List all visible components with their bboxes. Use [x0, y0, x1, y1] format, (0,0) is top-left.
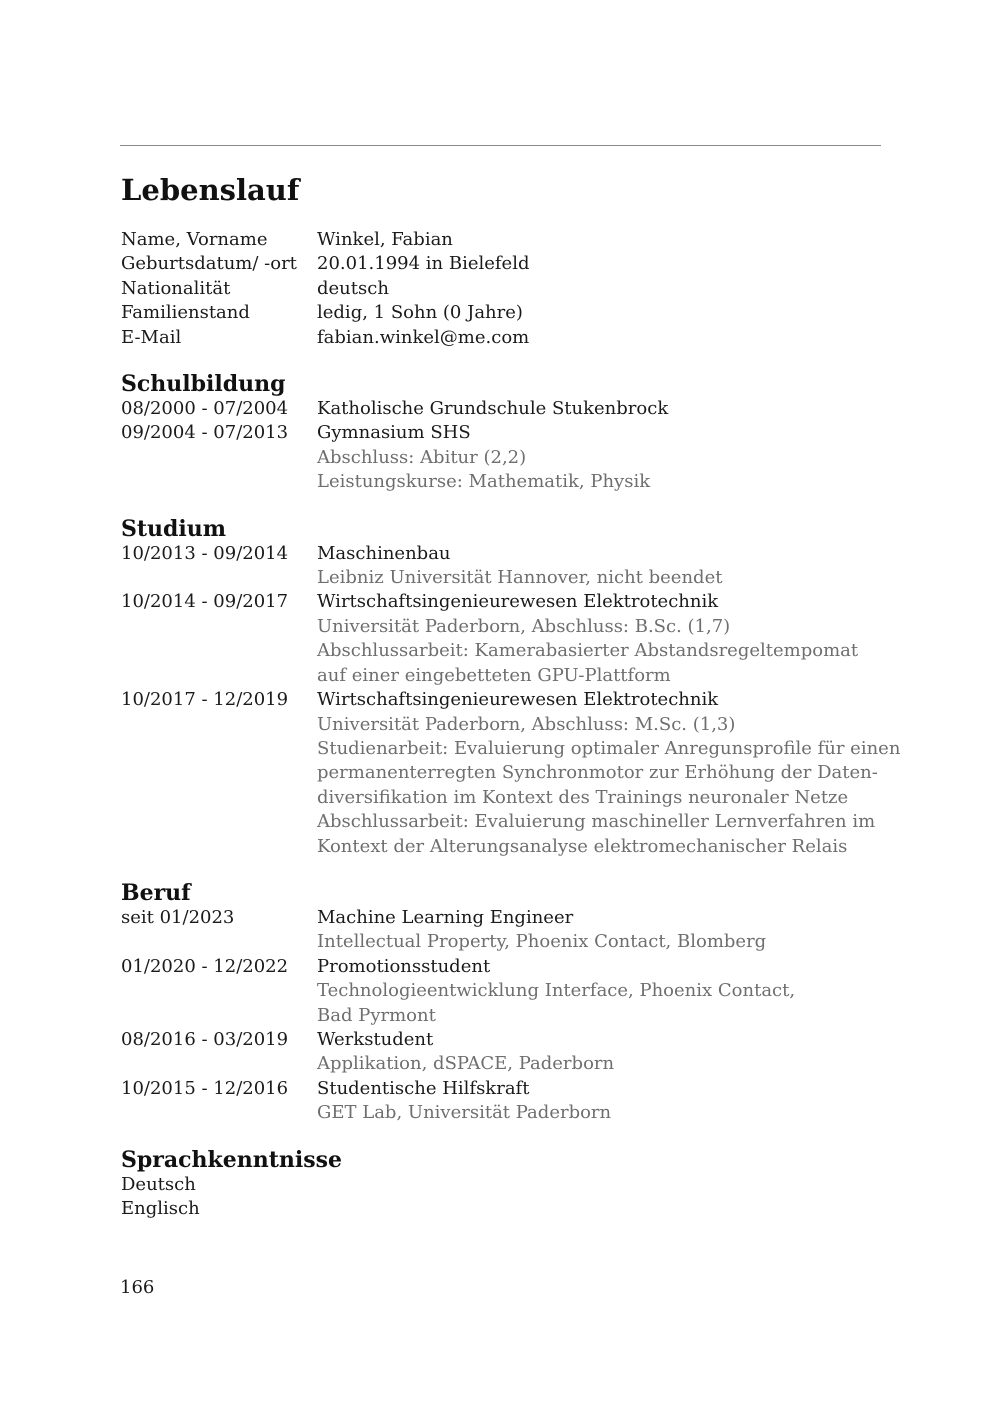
personal-row-family — [121, 301, 881, 325]
entry-detail: Intellectual Property, Phoenix Contact, Blomberg — [317, 931, 767, 953]
entry-detail: Abschluss: Abitur (2,2) — [317, 446, 527, 468]
entry-body — [317, 955, 881, 1028]
entry-period: 10/2017 - 12/2019 — [121, 689, 289, 711]
entry-body — [317, 590, 881, 688]
entry-title: Promotionsstudent — [317, 955, 491, 977]
section-sprachkenntnisse — [121, 1147, 881, 1222]
entry-title: Wirtschaftsingenieurewesen Elektrotechnik — [317, 689, 719, 711]
entry-title: Machine Learning Engineer — [317, 906, 574, 928]
entry-body — [317, 1077, 881, 1126]
entry-title: Maschinenbau — [317, 542, 451, 564]
entry-body — [317, 688, 900, 859]
section-heading: Studium — [121, 515, 227, 542]
section-beruf — [121, 880, 881, 1126]
cv-entry — [121, 688, 901, 859]
entry-detail: auf einer eingebetteten GPU-Plattform — [317, 664, 671, 686]
section-studium — [121, 515, 901, 859]
personal-row-email — [121, 326, 881, 350]
entry-detail: Studienarbeit: Evaluierung optimaler Anregunsprofile für einen — [317, 737, 901, 759]
personal-label: Geburtsdatum/ -ort — [121, 253, 297, 275]
email-value[interactable]: fabian.winkel@me.com — [317, 326, 530, 348]
entry-period: 09/2004 - 07/2013 — [121, 422, 289, 444]
personal-value: ledig, 1 Sohn (0 Jahre) — [317, 302, 523, 324]
cv-content — [121, 228, 901, 1221]
entry-period: 08/2000 - 07/2004 — [121, 398, 289, 420]
language-item: Deutsch — [121, 1173, 196, 1195]
page-title: Lebenslauf — [121, 173, 300, 207]
cv-entry — [121, 906, 881, 955]
entry-period: 10/2013 - 09/2014 — [121, 542, 289, 564]
entry-detail: Technologieentwicklung Interface, Phoenix Contact, — [317, 980, 796, 1002]
entry-detail: Universität Paderborn, Abschluss: M.Sc. (1,3) — [317, 713, 736, 735]
entry-period: 01/2020 - 12/2022 — [121, 955, 289, 977]
header-rule — [120, 145, 881, 146]
section-heading: Sprachkenntnisse — [121, 1146, 343, 1173]
entry-body — [317, 906, 881, 955]
cv-entry — [121, 1028, 881, 1077]
entry-detail: diversifikation im Kontext des Trainings neuronaler Netze — [317, 786, 849, 808]
entry-period: 10/2014 - 09/2017 — [121, 591, 289, 613]
entry-detail: permanenterregten Synchronmotor zur Erhöhung der Daten- — [317, 762, 878, 784]
entry-detail: Leibniz Universität Hannover, nicht beendet — [317, 567, 723, 589]
personal-value: Winkel, Fabian — [317, 229, 453, 250]
cv-entry — [121, 542, 881, 591]
entry-period: 08/2016 - 03/2019 — [121, 1028, 289, 1050]
personal-row-nationality — [121, 277, 881, 301]
entry-period: 10/2015 - 12/2016 — [121, 1077, 289, 1099]
section-heading: Beruf — [121, 879, 191, 906]
personal-value: 20.01.1994 in Bielefeld — [317, 253, 530, 275]
entry-title: Wirtschaftsingenieurewesen Elektrotechnik — [317, 591, 719, 613]
entry-detail: Universität Paderborn, Abschluss: B.Sc. (1,7) — [317, 615, 731, 637]
entry-detail: GET Lab, Universität Paderborn — [317, 1102, 612, 1124]
personal-label: Name, Vorname — [121, 229, 268, 250]
section-heading: Schulbildung — [121, 371, 286, 398]
entry-period: seit 01/2023 — [121, 906, 235, 928]
personal-label: E-Mail — [121, 326, 182, 348]
cv-entry — [121, 590, 881, 688]
personal-label: Familienstand — [121, 302, 250, 324]
entry-detail: Bad Pyrmont — [317, 1004, 436, 1026]
entry-body — [317, 421, 881, 494]
entry-detail: Abschlussarbeit: Kamerabasierter Abstandsregeltempomat — [317, 640, 859, 662]
personal-label: Nationalität — [121, 277, 231, 299]
entry-title: Werkstudent — [317, 1028, 434, 1050]
entry-title: Studentische Hilfskraft — [317, 1077, 530, 1099]
personal-value: deutsch — [317, 277, 389, 299]
entry-title: Katholische Grundschule Stukenbrock — [317, 398, 669, 420]
cv-entry — [121, 1077, 881, 1126]
personal-row-name — [121, 228, 881, 252]
cv-entry — [121, 397, 881, 421]
entry-title: Gymnasium SHS — [317, 422, 471, 444]
entry-body — [317, 1028, 881, 1077]
entry-body — [317, 397, 881, 421]
entry-detail: Kontext der Alterungsanalyse elektromechanischer Relais — [317, 835, 848, 857]
personal-info — [121, 228, 881, 350]
personal-row-birth — [121, 252, 881, 276]
section-schulbildung — [121, 371, 881, 495]
cv-entry — [121, 421, 881, 494]
entry-body — [317, 542, 881, 591]
language-item: Englisch — [121, 1198, 200, 1219]
entry-detail: Applikation, dSPACE, Paderborn — [317, 1053, 615, 1075]
entry-detail: Abschlussarbeit: Evaluierung maschineller Lernverfahren im — [317, 811, 876, 833]
entry-detail: Leistungskurse: Mathematik, Physik — [317, 471, 651, 493]
cv-entry — [121, 955, 881, 1028]
page-number: 166 — [120, 1277, 155, 1298]
